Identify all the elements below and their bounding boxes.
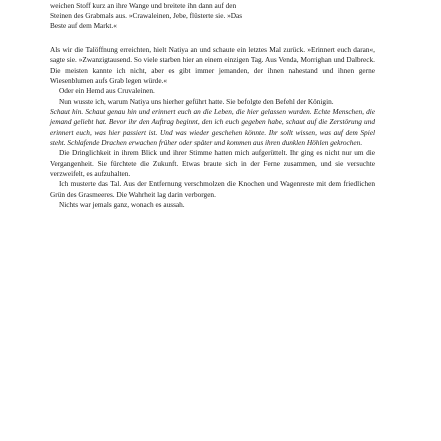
text-line: weichen Stoff kurz an ihre Wange und breitete ihn dann auf den (50, 1, 237, 10)
paragraph: Als wir die Talöffnung erreichten, hielt Natiya an und schaute ein letztes Mal zurück. »Erinnert euch daran«, sagte sie. »Zwanzigtausend. So viele starben hier an einem einzigen Tag. Aus Venda, Morrighan und Dalbreck. Die meisten kannte ich nicht, aber es gibt immer jemanden, der ihnen nahestand und ihnen gerne Wiesenblumen aufs Grab legen würde.« (50, 45, 375, 86)
paragraph: Oder ein Hemd aus Cruvaleinen. (59, 86, 155, 96)
italic-paragraph: Schaut hin. Schaut genau hin und erinnert euch an die Leben, die hier gelassen wurden. Echte Menschen, die jemand geliebt hat. Bevor ihr den Auftrag beginnt, den ich euch gegeben habe, schaut auf die Zerstörung und erinnert euch, was hier passiert ist. Und was wieder geschehen könnte. Ihr sollt wissen, was auf dem Spiel steht. Schlafende Drachen erwachen früher oder später und kommen aus ihren dunklen Höhlen gekrochen. (50, 107, 375, 148)
paragraph: Nichts war jemals ganz, wonach es aussah. (59, 200, 185, 210)
paragraph: Ich musterte das Tal. Aus der Entfernung verschmolzen die Knochen und Wagenreste mit dem friedlichen Grün des Grasmeeres. Die Wahrheit lag darin verborgen. (50, 179, 375, 199)
body-text (50, 45, 375, 211)
paragraph: Nun wusste ich, warum Natiya uns hierher geführt hatte. Sie befolgte den Befehl der Königin. (59, 96, 334, 106)
text-line: Beste auf dem Markt.« (50, 21, 117, 30)
paragraph: Die Dringlichkeit in ihrem Blick und ihrer Stimme hatten mich aufgerüttelt. Ihr ging es nicht nur um die Vergangenheit. Sie fürchtete die Zukunft. Etwas braute sich in der Ferne zusammen, und sie versuchte verzweifelt, es aufzuhalten. (50, 148, 375, 179)
text-line: Steinen des Grabmals aus. »Crawaleinen, Jebe, flüsterte sie. »Das (50, 11, 243, 20)
top-paragraph (50, 1, 380, 31)
